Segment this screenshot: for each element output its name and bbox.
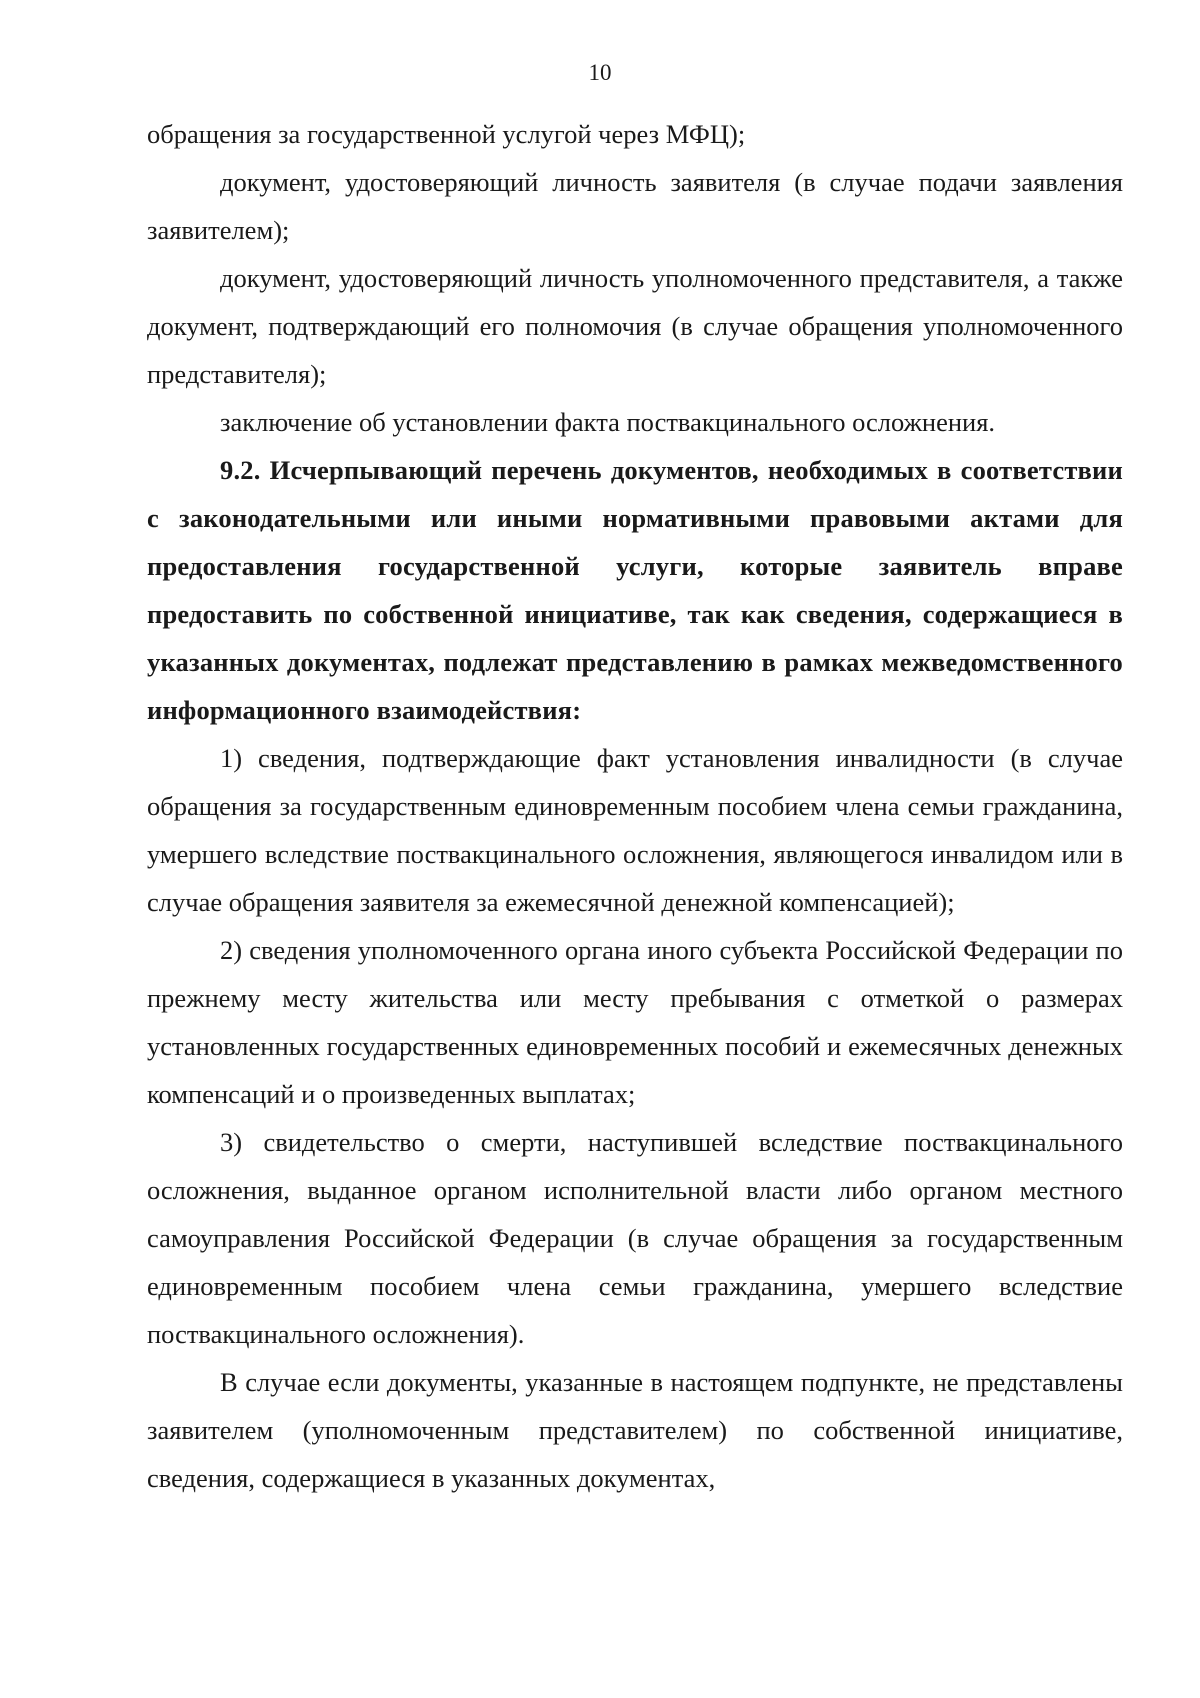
- document-body: [147, 110, 1123, 1502]
- page-number: 10: [588, 60, 612, 85]
- paragraph-closing: В случае если документы, указанные в настоящем подпункте, не представлены заявителем (уполномоченным представителем) по собственной инициативе, сведения, содержащиеся в указанных документах,: [147, 1367, 1123, 1493]
- paragraph-representative-id: документ, удостоверяющий личность уполномоченного представителя, а также документ, подтверждающий его полномочия (в случае обращения уполномоченного представителя);: [147, 263, 1123, 389]
- paragraph-applicant-id: документ, удостоверяющий личность заявителя (в случае подачи заявления заявителем);: [147, 167, 1123, 245]
- list-item-1: 1) сведения, подтверждающие факт установления инвалидности (в случае обращения за государственным единовременным пособием члена семьи гражданина, умершего вследствие поствакцинального осложнения, являющегося инвалидом или в случае обращения заявителя за ежемесячной денежной компенсацией);: [147, 743, 1123, 917]
- paragraph-continuation: обращения за государственной услугой через МФЦ);: [147, 119, 746, 149]
- list-item-2: 2) сведения уполномоченного органа иного субъекта Российской Федерации по прежнему месту жительства или месту пребывания с отметкой о размерах установленных государственных единовременных пособий и ежемесячных денежных компенсаций и о произведенных выплатах;: [147, 935, 1123, 1109]
- paragraph-conclusion: заключение об установлении факта поствакцинального осложнения.: [220, 407, 996, 437]
- section-heading-9-2: 9.2. Исчерпывающий перечень документов, необходимых в соответствии с законодательными или иными нормативными правовыми актами для предоставления государственной услуги, которые заявитель вправе предоставить по собственной инициативе, так как сведения, содержащиеся в указанных документах, подлежат представлению в рамках межведомственного информационного взаимодействия:: [147, 455, 1123, 725]
- list-item-3: 3) свидетельство о смерти, наступившей вследствие поствакцинального осложнения, выданное органом исполнительной власти либо органом местного самоуправления Российской Федерации (в случае обращения за государственным единовременным пособием члена семьи гражданина, умершего вследствие поствакцинального осложнения).: [147, 1127, 1123, 1349]
